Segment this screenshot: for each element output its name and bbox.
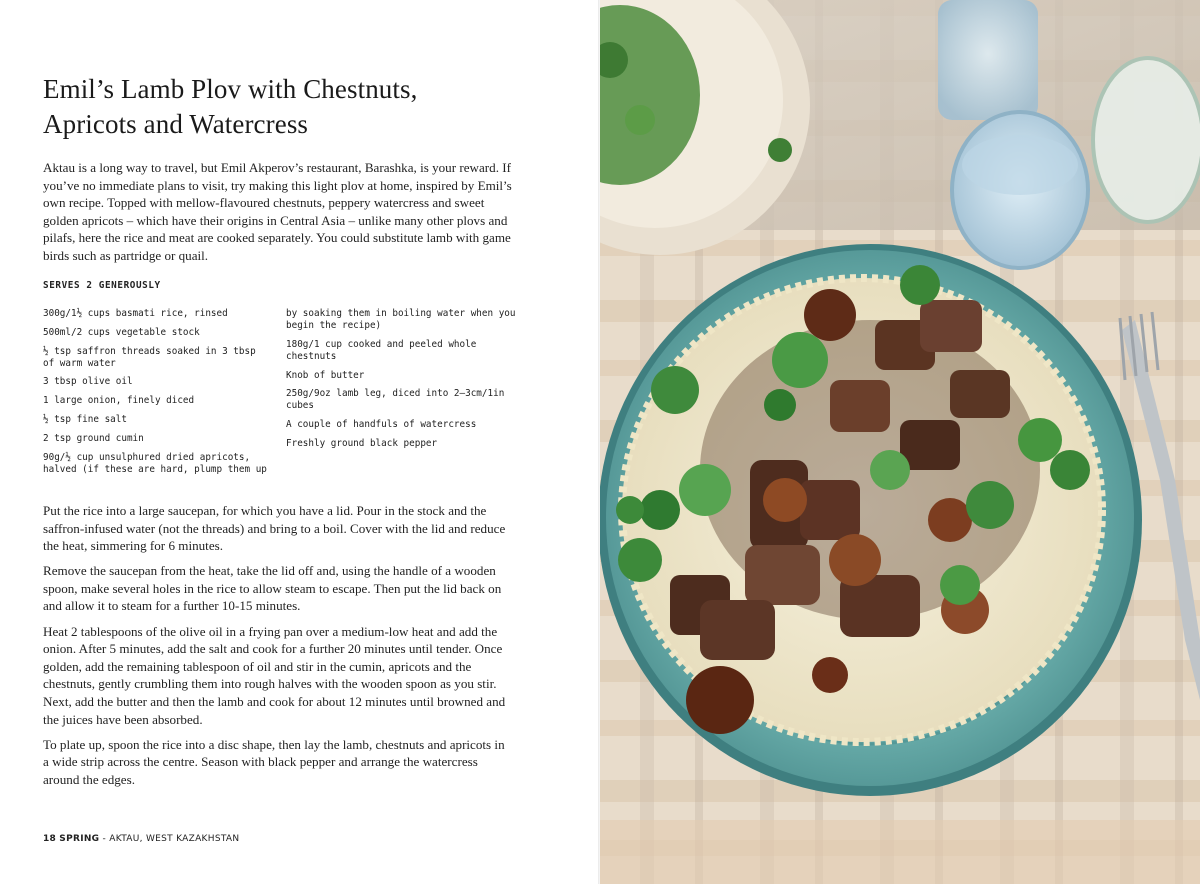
ingredient-item: 2 tsp ground cumin: [43, 432, 144, 444]
ingredient-item: 90g/½ cup unsulphured dried apricots, halved (if these are hard, plump them up: [43, 451, 267, 475]
page-footer: [43, 834, 239, 844]
recipe-title-line2: Apricots and Watercress: [43, 109, 309, 139]
method-step: To plate up, spoon the rice into a disc shape, then lay the lamb, chestnuts and apricots in a wide strip across the centre. Season with black pepper and arrange the watercress around the edges.: [43, 736, 505, 787]
ingredient-item: 180g/1 cup cooked and peeled whole chestnuts: [286, 338, 477, 362]
ingredient-item: 500ml/2 cups vegetable stock: [43, 326, 200, 338]
ingredient-item: Freshly ground black pepper: [286, 437, 438, 449]
method-step: Put the rice into a large saucepan, for which you have a lid. Pour in the stock and the saffron-infused water (not the threads) and bring to a boil. Cover with the lid and reduce the heat, simmering for 6 minutes.: [43, 503, 506, 554]
plov-food-photo: [600, 0, 1200, 884]
recipe-intro: Aktau is a long way to travel, but Emil Akperov’s restaurant, Barashka, is your reward. If you’ve no immediate plans to visit, try making this light plov at home, inspired by Emil’s own recipe. Topped with mellow-flavoured chestnuts, peppery watercress and sweet golden apricots – which have their origins in Central Asia – unlike many other plovs and pilafs, here the rice and meat are cooked separately. You could substitute lamb with game birds such as partridge or quail.: [43, 160, 512, 263]
recipe-title-line1: Emil’s Lamb Plov with Chestnuts,: [43, 74, 418, 104]
page-number: 18: [43, 834, 57, 844]
serves-heading: SERVES 2 GENEROUSLY: [43, 280, 161, 291]
method-section: [43, 502, 513, 796]
recipe-title: [43, 72, 563, 142]
footer-separator: -: [99, 834, 110, 844]
ingredient-item: ½ tsp saffron threads soaked in 3 tbsp of warm water: [43, 345, 256, 369]
ingredient-item: Knob of butter: [286, 369, 365, 381]
footer-location: AKTAU, WEST KAZAKHSTAN: [109, 834, 240, 844]
method-step: Remove the saucepan from the heat, take the lid off and, using the handle of a wooden spoon, make several holes in the rice to allow steam to escape. Then put the lid back on and allow it to steam for a further 10-15 minutes.: [43, 563, 502, 614]
ingredient-item: ½ tsp fine salt: [43, 413, 127, 425]
ingredient-item: by soaking them in boiling water when you begin the recipe): [286, 308, 516, 331]
ingredients-column-1: [43, 308, 271, 482]
ingredients-column-2: [286, 308, 518, 457]
footer-section: SPRING: [59, 834, 100, 844]
method-step: Heat 2 tablespoons of the olive oil in a frying pan over a medium-low heat and add the onion. After 5 minutes, add the salt and cook for a further 20 minutes until tender. Once golden, add the remaining tablespoon of oil and stir in the cumin, apricots and the chestnuts, gently crumbling them into rough halves with the wooden spoon as you stir. Next, add the butter and then the lamb and cook for about 12 minutes until browned and the juices have been absorbed.: [43, 623, 506, 727]
ingredient-item: 1 large onion, finely diced: [43, 395, 195, 407]
ingredient-item: 250g/9oz lamb leg, diced into 2–3cm/1in cubes: [286, 388, 505, 412]
ingredient-item: 300g/1½ cups basmati rice, rinsed: [43, 308, 228, 319]
ingredient-item: A couple of handfuls of watercress: [286, 419, 477, 431]
ingredient-item: 3 tbsp olive oil: [43, 376, 133, 388]
